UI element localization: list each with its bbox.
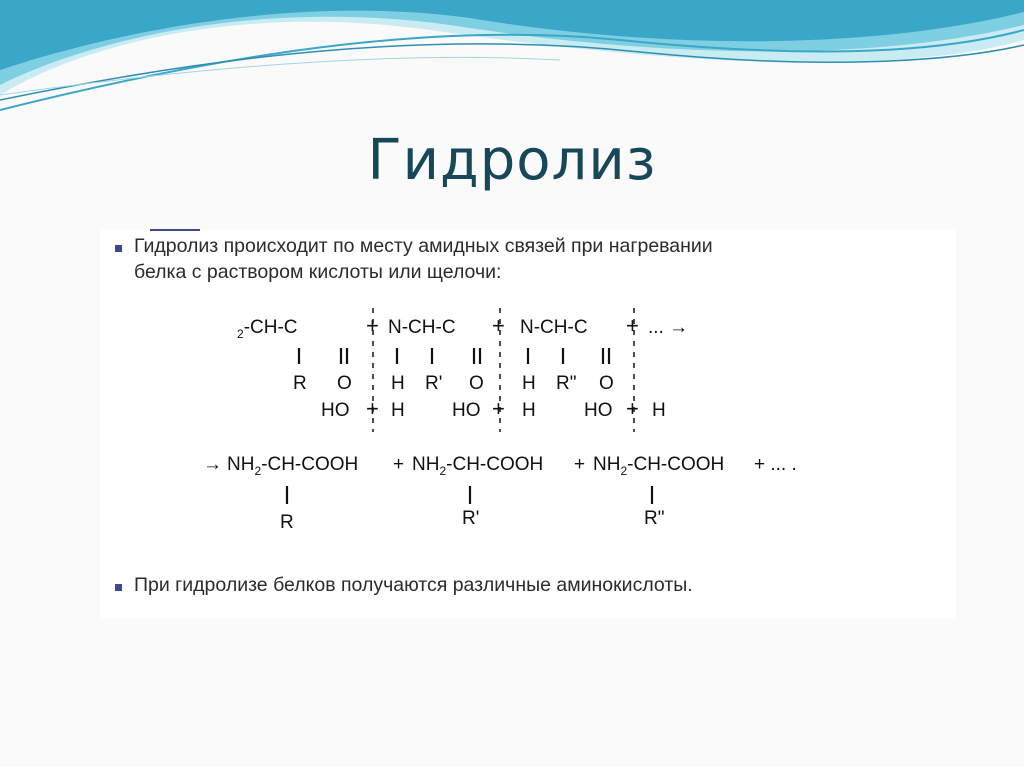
product-3-rest: -CH-COOH <box>627 454 725 475</box>
water-ho-1: HO <box>321 400 350 421</box>
product-1-nh: NH <box>227 454 255 475</box>
product-r1: R' <box>462 508 480 529</box>
product-tail: + ... . <box>754 454 797 475</box>
sub-h-1: H <box>391 373 405 394</box>
product-3-nh: NH <box>593 454 621 475</box>
product-2-nh: NH <box>412 454 440 475</box>
bond-marks <box>299 348 609 364</box>
bullet-square-icon <box>115 584 122 591</box>
svg-text:NH2-CH-COOH: $NH_2-CH$-COOH <box>412 454 544 478</box>
svg-text:NH2-CH-COOH: $NH_2-CH$-COOH <box>593 454 725 478</box>
sub-r: R <box>293 373 307 394</box>
sub-r2: R" <box>556 373 577 394</box>
chain-ch-c-1: -CH-C <box>243 317 298 338</box>
plus-2: + <box>492 313 505 338</box>
water-plus-1: + <box>366 396 379 421</box>
sub-o-2: O <box>469 373 484 394</box>
bullet-amino-acids <box>121 572 761 598</box>
product-plus-2: + <box>574 454 586 475</box>
sub-o-3: O <box>599 373 614 394</box>
product-1-rest: -CH-COOH <box>261 454 359 475</box>
product-2-rest: -CH-COOH <box>446 454 544 475</box>
bullet-text: Гидролиз происходит по месту амидных связей при нагревании белка с раствором кислоты или щелочи: <box>134 235 713 283</box>
plus-3: + <box>626 313 639 338</box>
water-plus-3: + <box>626 396 639 421</box>
chain-n-ch-c-2: N-CH-C <box>388 317 456 338</box>
chain-n-ch-c-3: N-CH-C <box>520 317 588 338</box>
chain-sub2: 2 <box>237 327 244 341</box>
svg-text:NH2-CH-COOH: $NH_2-CH$-COOH <box>227 454 359 478</box>
chain-ellipsis-arrow: ... → <box>648 317 689 338</box>
product-plus-1: + <box>393 454 405 475</box>
water-ho-3: HO <box>584 400 613 421</box>
plus-1: + <box>366 313 379 338</box>
sub-h-2: H <box>522 373 536 394</box>
bullet-text: При гидролизе белков получаются различные аминокислоты. <box>134 574 693 596</box>
water-ho-2: HO <box>452 400 481 421</box>
page-title: Гидролиз <box>367 128 657 193</box>
water-h-3: H <box>652 400 666 421</box>
product-bonds <box>287 486 652 504</box>
water-h-2: H <box>522 400 536 421</box>
water-plus-2: + <box>492 396 505 421</box>
sub-o-1: O <box>337 373 352 394</box>
product-r2: R" <box>644 508 665 529</box>
sub-r1: R' <box>425 373 443 394</box>
water-h-1: H <box>391 400 405 421</box>
products-arrow: → <box>203 454 222 475</box>
product-r: R <box>280 512 294 533</box>
svg-text:2-CH-C <box>237 317 298 341</box>
